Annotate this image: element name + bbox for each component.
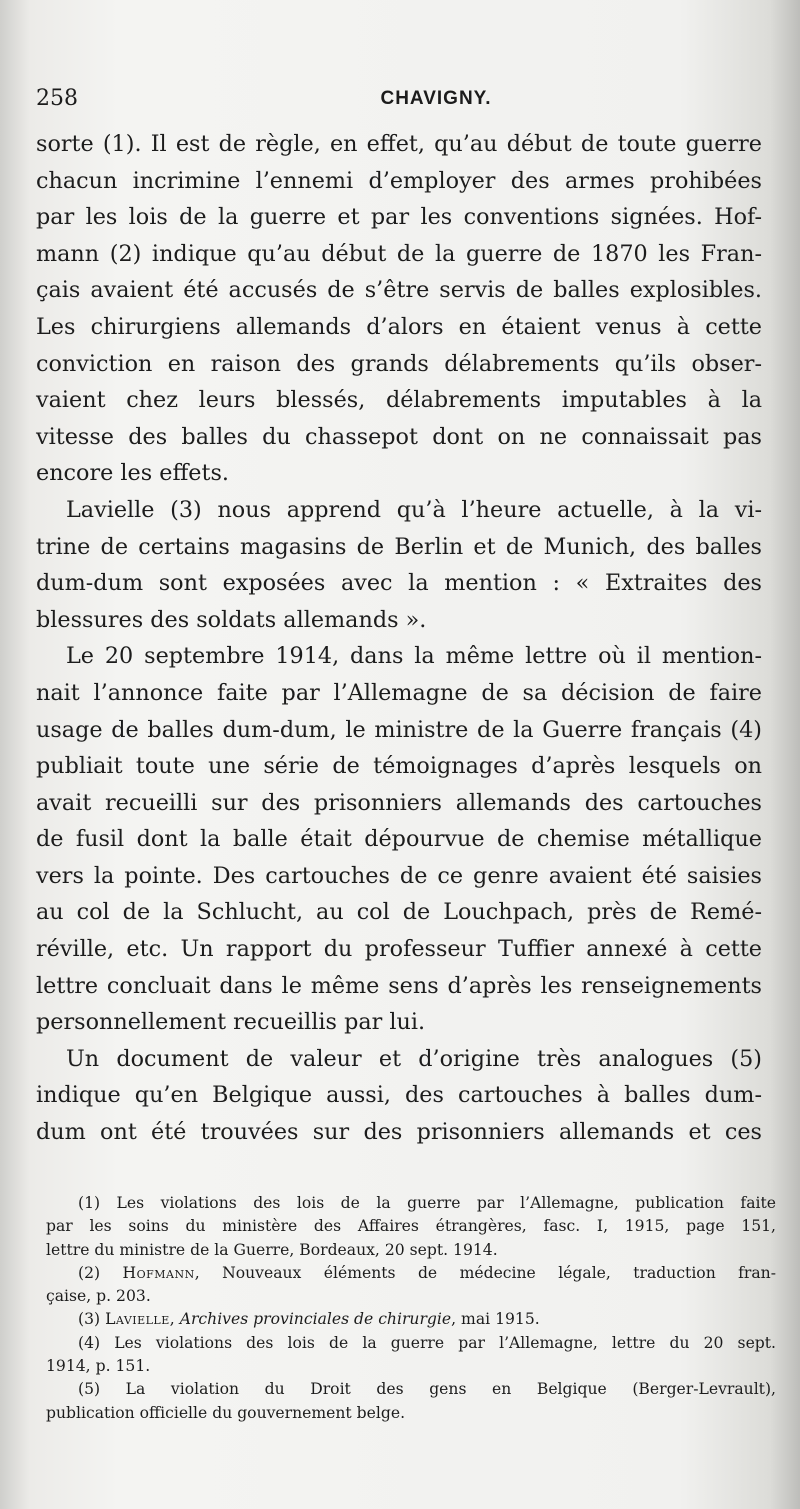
body-text [36,126,762,1151]
page-number: 258 [36,86,78,111]
footnote-3-separator: , [169,1310,180,1329]
text-line: usage de balles dum-dum, le ministre de la Guerre français (4) [36,716,762,743]
text-line: vaient chez leurs blessés, délabrements imputables à la [36,387,762,414]
text-line: encore les effets. [36,460,229,487]
running-title: CHAVIGNY. [380,88,492,109]
text-line: nait l’annonce faite par l’Allemagne de sa décision de faire [36,679,762,706]
footnote-1-cont: lettre du ministre de la Guerre, Bordeaux, 20 sept. 1914. [46,1240,498,1259]
footnotes [46,1192,776,1425]
text-line: réville, etc. Un rapport du professeur Tuffier annexé à cette [36,936,762,963]
footnote-2-cont: çaise, p. 203. [46,1287,151,1306]
text-line: blessures des soldats allemands ». [36,606,427,633]
text-line: lettre concluait dans le même sens d’après les renseignements [36,972,762,999]
text-line: personnellement recueillis par lui. [36,1009,426,1036]
footnote-5: (5) La violation du Droit des gens en Belgique (Berger-Levrault), [78,1380,776,1399]
text-line: dum-dum sont exposées avec la mention : « Extraites des [36,570,762,597]
footnote-2-author: Hofmann [122,1263,195,1282]
footnote-3-number: (3) [78,1310,101,1329]
text-line: vitesse des balles du chassepot dont on ne connaissait pas [36,423,762,450]
text-line: avait recueilli sur des prisonniers allemands des cartouches [36,789,762,816]
text-line: mann (2) indique qu’au début de la guerre de 1870 les Fran- [36,240,762,267]
footnote-3 [46,1308,776,1331]
footnote-2-text: , Nouveaux éléments de médecine légale, traduction fran- [194,1263,776,1282]
text-line: indique qu’en Belgique aussi, des cartouches à balles dum- [36,1082,762,1109]
footnote-4-cont: 1914, p. 151. [46,1357,151,1376]
text-line: conviction en raison des grands délabrements qu’ils obser- [36,350,762,377]
paragraph-start-line: Un document de valeur et d’origine très analogues (5) [66,1045,762,1072]
text-line: de fusil dont la balle était dépourvue de chemise métallique [36,826,762,853]
text-line: dum ont été trouvées sur des prisonniers allemands et ces [36,1119,762,1146]
text-line: chacun incrimine l’ennemi d’employer des armes prohibées [36,167,762,194]
text-line: sorte (1). Il est de règle, en effet, qu’au début de toute guerre [36,131,762,157]
footnote-3-author: Lavielle [105,1310,170,1329]
footnote-5-cont: publication officielle du gouvernement belge. [46,1403,406,1422]
footnote-1-cont: par les soins du ministère des Affaires étrangères, fasc. I, 1915, page 151, [46,1217,776,1236]
paragraph-start-line: Lavielle (3) nous apprend qu’à l’heure actuelle, à la vi- [66,496,762,523]
text-line: çais avaient été accusés de s’être servis de balles explosibles. [36,277,762,304]
footnote-1: (1) Les violations des lois de la guerre par l’Allemagne, publication faite [78,1194,776,1212]
page-header [36,86,760,120]
text-line: vers la pointe. Des cartouches de ce genre avaient été saisies [36,862,762,889]
text-line: Les chirurgiens allemands d’alors en étaient venus à cette [36,313,762,340]
text-line: trine de certains magasins de Berlin et de Munich, des balles [36,533,762,560]
text-line: au col de la Schlucht, au col de Louchpach, près de Remé- [36,899,762,926]
footnote-2 [46,1262,776,1285]
text-line: par les lois de la guerre et par les conventions signées. Hof- [36,204,762,231]
text-line: publiait toute une série de témoignages d’après lesquels on [36,753,762,780]
footnote-2-number: (2) [78,1263,101,1282]
footnote-4: (4) Les violations des lois de la guerre par l’Allemagne, lettre du 20 sept. [78,1333,776,1352]
footnote-3-text: , mai 1915. [451,1310,540,1329]
paragraph-start-line: Le 20 septembre 1914, dans la même lettre où il mention- [66,643,762,670]
footnote-3-journal: Archives provinciales de chirurgie [179,1310,452,1329]
